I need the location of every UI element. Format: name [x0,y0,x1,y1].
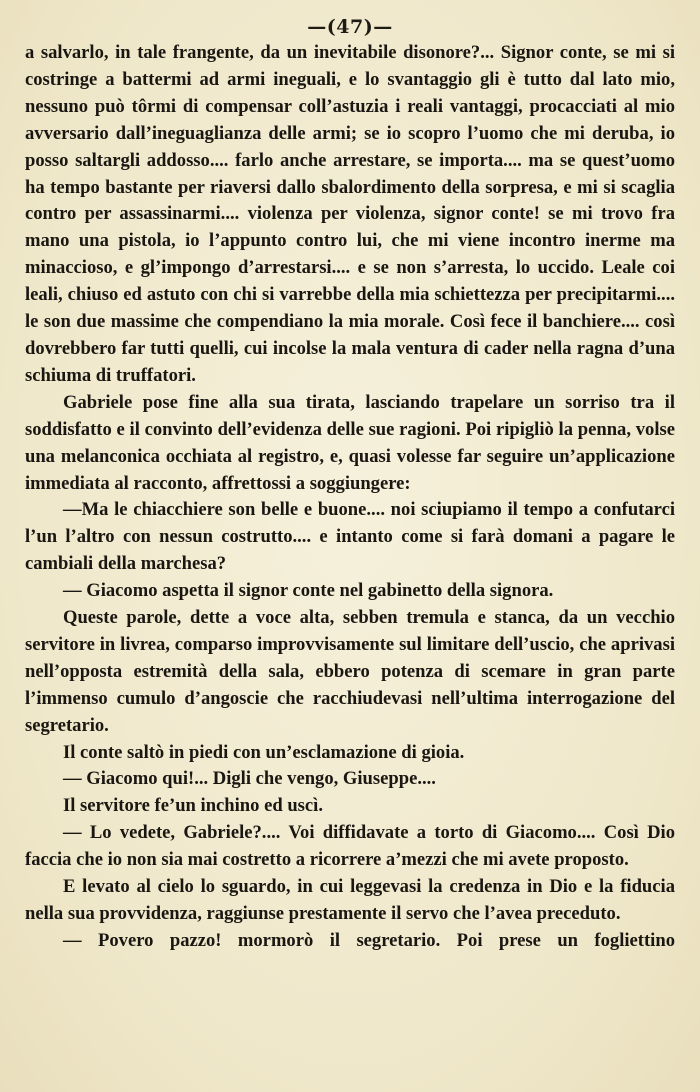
page-number: —(47)— [307,16,393,38]
paragraph: — Giacomo aspetta il signor conte nel gabinetto della signora. [63,580,554,602]
body-text [25,40,675,955]
paragraph: a salvarlo, in tale frangente, da un inevitabile disonore?... Signor conte, se mi si costringe a battermi ad armi ineguali, e lo svantaggio gli è tutto dal lato mio, nessuno può tôrmi di compensar coll’astuzia i reali vantaggi, procacciati al mio avversario dall’ineguaglianza delle armi; se io scopro l’uomo che mi deruba, io posso saltargli addosso.... farlo anche arrestare, se importa.... ma se quest’uomo ha tempo bastante per riaversi dallo sbalordimento della sorpresa, e mi si scaglia contro per assassinarmi.... violenza per violenza, signor conte! se mi trovo fra mano una pistola, io l’appunto contro lui, che mi viene incontro inerme ma minaccioso, e gl’impongo d’arrestarsi.... e se non s’arresta, lo uccido. Leale coi leali, chiuso ed astuto con chi si varrebbe della mia schiettezza per precipitarmi.... le son due massime che compendiano la mia morale. Così fece il banchiere.... così dovrebbero far tutti quelli, cui incolse la mala ventura di cader nella ragna d’una schiuma di truffatori. [25,42,675,386]
paragraph: Il servitore fe’un inchino ed uscì. [63,795,323,817]
paragraph: E levato al cielo lo sguardo, in cui leggevasi la credenza in Dio e la fiducia nella sua provvidenza, raggiunse prestamente il servo che l’avea preceduto. [25,876,675,924]
paragraph: — Povero pazzo! mormorò il segretario. Poi prese un fogliettino [63,929,675,951]
paragraph: —Ma le chiacchiere son belle e buone.... noi sciupiamo il tempo a confutarci l’un l’altro con nessun costrutto.... e intanto come si farà domani a pagare le cambiali della marchesa? [25,499,675,575]
paragraph: Il conte saltò in piedi con un’esclamazione di gioia. [63,741,465,763]
paragraph: — Lo vedete, Gabriele?.... Voi diffidavate a torto di Giacomo.... Così Dio faccia che io non sia mai costretto a ricorrere a’mezzi che mi avete proposto. [25,822,675,871]
paragraph: Queste parole, dette a voce alta, sebben tremula e stanca, da un vecchio servitore in livrea, comparso improvvisamente sul limitare dell’uscio, che aprivasi nell’opposta estremità della sala, ebbero potenza di scemare in gran parte l’immenso cumulo d’angoscie che racchiudevasi nell’ultima interrogazione del segretario. [25,607,675,736]
paragraph: — Giacomo qui!... Digli che vengo, Giuseppe.... [63,768,436,790]
paragraph: Gabriele pose fine alla sua tirata, lasciando trapelare un sorriso tra il soddisfatto e il convinto dell’evidenza delle sue ragioni. Poi ripigliò la penna, volse una melanconica occhiata al registro, e, quasi volesse far seguire un’applicazione immediata al racconto, affrettossi a soggiungere: [25,391,675,494]
